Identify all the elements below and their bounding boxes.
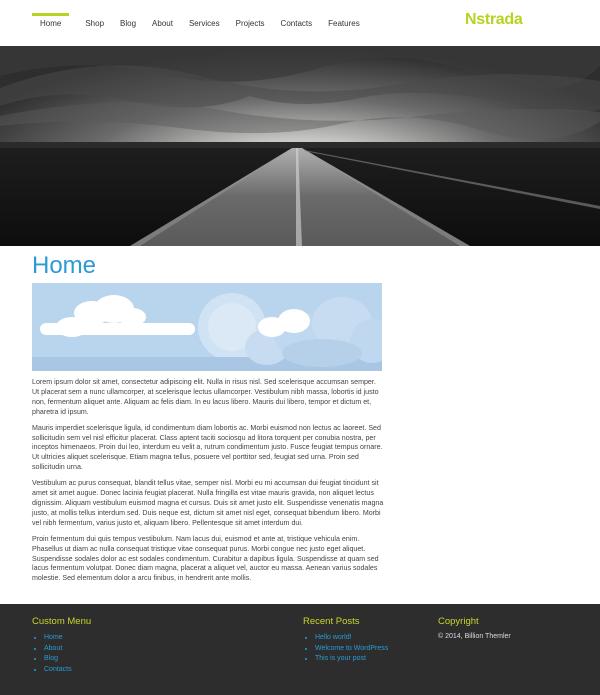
nav-label: Home [40, 18, 62, 28]
page-title: Home [32, 252, 97, 279]
nav-label: Blog [120, 18, 137, 28]
recent-post-link[interactable] [315, 633, 388, 644]
nav-label: Projects [235, 18, 265, 28]
nav-item-features[interactable] [328, 0, 360, 46]
footer-heading: Recent Posts [303, 616, 360, 627]
road-landscape-photo [0, 46, 600, 246]
nav-label: Features [328, 18, 360, 28]
site-header [0, 0, 600, 46]
paragraph: Vestibulum ac purus consequat, blandit tellus vitae, semper nisl. Morbi eu mi accumsan dui feugiat tincidunt sit amet sit amet augue. Donec lacinia feugiat placerat. Nulla fringilla est vitae mauris gravida, non aliquet lectus dignissim. Aliquam vestibulum euismod magna et cursus. Duis sit amet justo elit. Suspendisse venenatis magna justo, at mollis tellus interdum sed. Duis neque est, dictum sit amet nisl eget, consequat bibendum libero. Morbi vel nibh fermentum, varius justo et, aliquam libero. Pellentesque sit amet interdum dui. [32, 479, 384, 527]
post-content [32, 378, 384, 590]
link-label[interactable]: Contacts [44, 665, 72, 673]
nav-label: Contacts [280, 18, 313, 28]
hero-image [0, 46, 600, 246]
nav-item-services[interactable] [189, 0, 220, 46]
paragraph: Lorem ipsum dolor sit amet, consectetur adipiscing elit. Nulla in risus nisl. Sed scelerisque accumsan semper. Ut placerat sem a nunc ullamcorper, at scelerisque lectus ullamcorper. Vestibulum nibh massa, lobortis id justo non, fermentum aliquet ante. Aliquam ac felis diam. In eu lacus libero. Mauris dui libero, tempor et dictum et, pharetra id ipsum. [32, 378, 379, 416]
link-label[interactable]: Blog [44, 655, 59, 662]
footer-recent-posts [303, 616, 388, 665]
paragraph: Proin fermentum dui quis tempus vestibulum. Nam lacus dui, euismod et ante at, tristique vehicula enim. Phasellus ut diam ac nulla consequat tristique vitae consequat purus. Morbi congue nec justo eget aliquet. Suspendisse sodales dolor ac est sodales condimentum. Curabitur a dapibus ligula. Suspendisse at quam sed lacus fermentum volutpat. Donec diam magna, placerat a aliquet vel, auctor eu massa. Aenean varius sodales molestie. Sed elementum dolor a arcu finibus, in hendrerit ante mollis. [32, 534, 379, 583]
nav-label: Services [188, 18, 220, 28]
nav-item-contacts[interactable] [281, 0, 313, 46]
link-label[interactable]: Hello world! [315, 634, 352, 641]
footer-heading: Copyright [438, 616, 479, 627]
link-label[interactable]: About [44, 644, 63, 652]
footer-link-home[interactable] [44, 633, 91, 644]
link-label[interactable]: This is your post [315, 655, 366, 662]
footer-link-blog[interactable] [44, 654, 91, 665]
copyright-text: © 2014, Billion Themler [438, 633, 511, 640]
link-label[interactable]: Welcome to WordPress [315, 644, 389, 652]
clouds-illustration-svg [32, 283, 382, 371]
nav-label: Shop [85, 18, 105, 28]
nav-item-projects[interactable] [236, 0, 265, 46]
recent-post-link[interactable] [315, 654, 388, 665]
footer-link-about[interactable] [44, 644, 91, 655]
link-label[interactable]: Home [44, 634, 63, 641]
nav-item-shop[interactable] [85, 0, 104, 46]
paragraph: Mauris imperdiet scelerisque ligula, id condimentum diam lobortis ac. Morbi euismod non lectus ac laoreet. Sed sollicitudin sem vel nisl efficitur placerat. Class aptent taciti sociosqu ad litora torquent per conubia nostra, per inceptos himenaeos. Proin dui leo, interdum eu velit a, rutrum condimentum justo. Fusce feugiat tempus ornare. Ut ultricies aliquet scelerisque. Etiam magna tellus, posuere vel porttitor sed, feugiat sed urna. Proin sed sollicitudin urna. [32, 423, 383, 472]
nav-item-home[interactable] [32, 0, 69, 46]
nav-item-about[interactable] [152, 0, 173, 46]
footer-heading: Custom Menu [32, 616, 92, 627]
nav-label: About [152, 18, 173, 28]
footer-copyright [438, 616, 511, 640]
site-footer [0, 604, 600, 695]
footer-menu-list [32, 633, 91, 675]
clouds-illustration [32, 283, 382, 371]
recent-post-link[interactable] [315, 644, 388, 655]
site-logo[interactable]: Nstrada [465, 11, 523, 28]
footer-link-contacts[interactable] [44, 665, 91, 676]
footer-custom-menu [32, 616, 91, 675]
recent-posts-list [303, 633, 388, 665]
nav-item-blog[interactable] [120, 0, 136, 46]
main-nav [32, 0, 376, 46]
